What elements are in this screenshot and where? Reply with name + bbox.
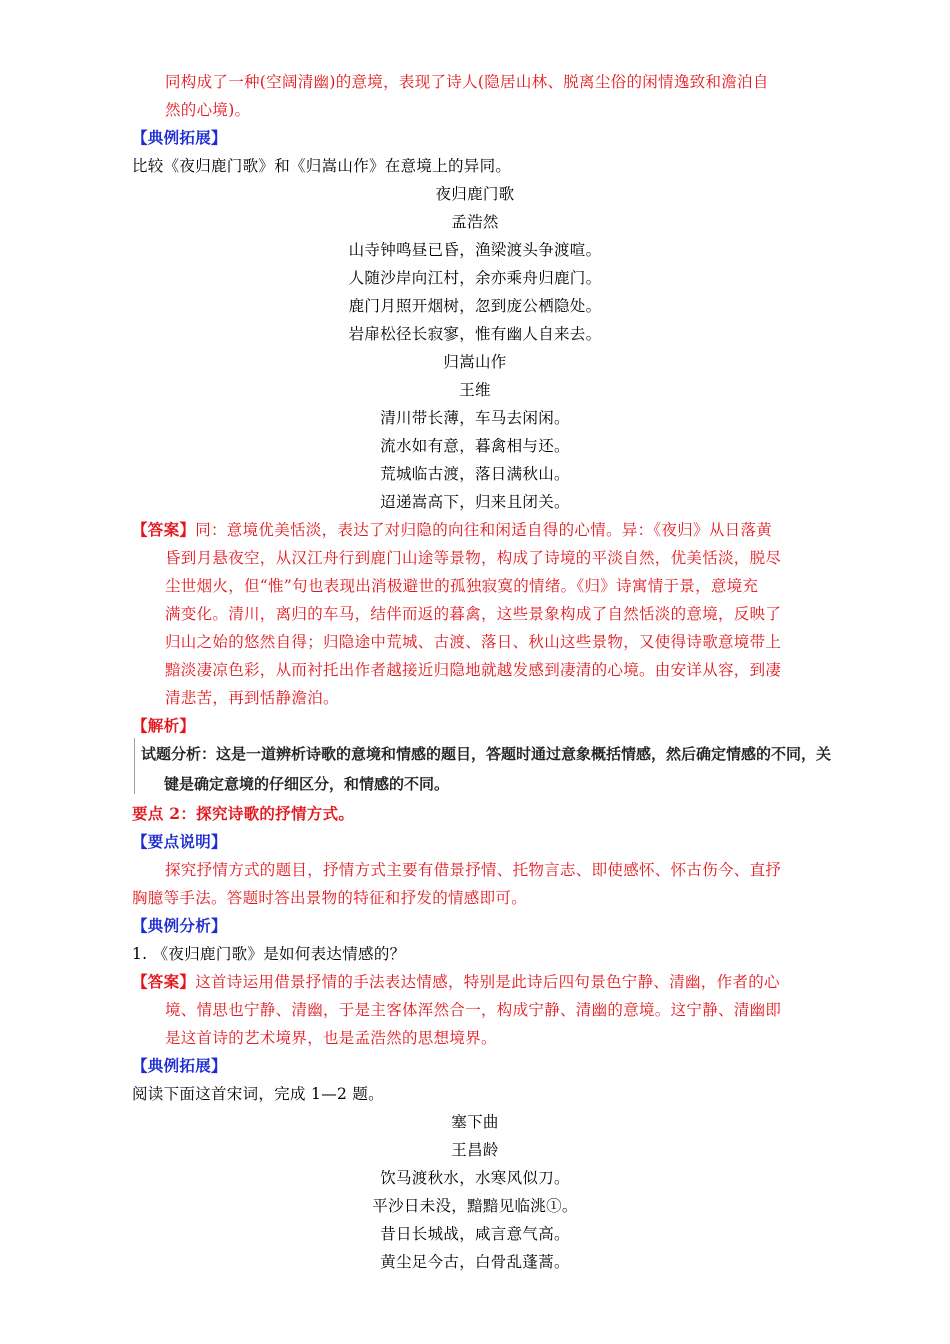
answer-2-line: 是这首诗的艺术境界，也是孟浩然的思想境界。 bbox=[165, 1029, 497, 1047]
analysis-line-2: 键是确定意境的仔细区分，和情感的不同。 bbox=[164, 775, 450, 793]
poem3-line: 平沙日未没，黯黯见临洮①。 bbox=[372, 1197, 578, 1215]
question-compare: 比较《夜归鹿门歌》和《归嵩山作》在意境上的异同。 bbox=[132, 157, 512, 175]
poem1-line: 鹿门月照开烟树，忽到庞公栖隐处。 bbox=[348, 297, 602, 315]
answer-1-line: 满变化。清川，离归的车马，结伴而返的暮禽，这些景象构成了自然恬淡的意境，反映了 bbox=[165, 605, 782, 623]
answer-2-line: 境、情思也宁静、清幽，于是主客体浑然合一，构成宁静、清幽的意境。这宁静、清幽即 bbox=[165, 1001, 782, 1019]
prev-answer-line-1: 同构成了一种(空阔清幽)的意境，表现了诗人(隐居山林、脱离尘俗的闲情逸致和澹泊自 bbox=[165, 73, 769, 91]
heading-key-explanation: 【要点说明】 bbox=[132, 832, 227, 851]
answer-1-line: 尘世烟火，但“惟”句也表现出消极避世的孤独寂寞的情绪。《归》诗寓情于景，意境充 bbox=[165, 577, 759, 595]
heading-example-extension-2: 【典例拓展】 bbox=[132, 1056, 227, 1075]
heading-example-extension: 【典例拓展】 bbox=[132, 128, 227, 147]
poem2-line: 流水如有意，暮禽相与还。 bbox=[380, 437, 570, 455]
poem1-line: 山寺钟鸣昼已昏，渔梁渡头争渡喧。 bbox=[348, 241, 602, 259]
poem3-line: 饮马渡秋水，水寒风似刀。 bbox=[380, 1169, 570, 1187]
poem2-line: 荒城临古渡，落日满秋山。 bbox=[380, 465, 570, 483]
heading-analysis: 【解析】 bbox=[132, 716, 196, 735]
answer-1-first-line bbox=[132, 520, 772, 540]
poem2-line: 迢递嵩高下，归来且闭关。 bbox=[380, 493, 570, 511]
poem3-line: 黄尘足今古，白骨乱蓬蒿。 bbox=[380, 1253, 570, 1271]
answer-text: 同：意境优美恬淡，表达了对归隐的向往和闲适自得的心情。异：《夜归》从日落黄 bbox=[195, 521, 773, 539]
reading-instruction: 阅读下面这首宋词，完成 1—2 题。 bbox=[132, 1085, 384, 1103]
answer-1-line: 归山之始的悠然自得；归隐途中荒城、古渡、落日、秋山这些景物，又使得诗歌意境带上 bbox=[165, 633, 782, 651]
key-point-2: 要点 2：探究诗歌的抒情方式。 bbox=[132, 804, 355, 823]
poem1-line: 人随沙岸向江村，余亦乘舟归鹿门。 bbox=[348, 269, 602, 287]
poem3-author: 王昌龄 bbox=[451, 1141, 499, 1159]
explanation-line-1: 探究抒情方式的题目，抒情方式主要有借景抒情、托物言志、即使感怀、怀古伤今、直抒 bbox=[165, 861, 782, 879]
answer-1-line: 黯淡凄凉色彩，从而衬托出作者越接近归隐地就越发感到凄清的心境。由安详从容，到凄 bbox=[165, 661, 782, 679]
poem1-author: 孟浩然 bbox=[451, 213, 499, 231]
answer-tag: 【答案】 bbox=[132, 972, 196, 991]
poem2-author: 王维 bbox=[459, 381, 491, 399]
analysis-line-1: 试题分析：这是一道辨析诗歌的意境和情感的题目，答题时通过意象概括情感，然后确定情感的不同，关 bbox=[141, 745, 832, 763]
poem3-line: 昔日长城战，咸言意气高。 bbox=[380, 1225, 570, 1243]
answer-1-line: 清悲苦，再到恬静澹泊。 bbox=[165, 689, 339, 707]
poem3-title: 塞下曲 bbox=[451, 1113, 499, 1131]
answer-text: 这首诗运用借景抒情的手法表达情感，特别是此诗后四句景色宁静、清幽，作者的心 bbox=[195, 973, 780, 991]
poem1-line: 岩扉松径长寂寥，惟有幽人自来去。 bbox=[348, 325, 602, 343]
poem2-line: 清川带长薄，车马去闲闲。 bbox=[380, 409, 570, 427]
explanation-line-2: 胸臆等手法。答题时答出景物的特征和抒发的情感即可。 bbox=[132, 889, 528, 907]
answer-1-line: 昏到月悬夜空，从汉江舟行到鹿门山途等景物，构成了诗境的平淡自然，优美恬淡，脱尽 bbox=[165, 549, 782, 567]
analysis-left-rule bbox=[134, 738, 135, 794]
answer-tag: 【答案】 bbox=[132, 520, 196, 539]
answer-2-first-line bbox=[132, 972, 780, 992]
poem1-title: 夜归鹿门歌 bbox=[435, 185, 515, 203]
heading-example-analysis: 【典例分析】 bbox=[132, 916, 227, 935]
poem2-title: 归嵩山作 bbox=[443, 353, 507, 371]
prev-answer-line-2: 然的心境)。 bbox=[165, 101, 251, 119]
question-1: 1. 《夜归鹿门歌》是如何表达情感的？ bbox=[132, 945, 406, 963]
